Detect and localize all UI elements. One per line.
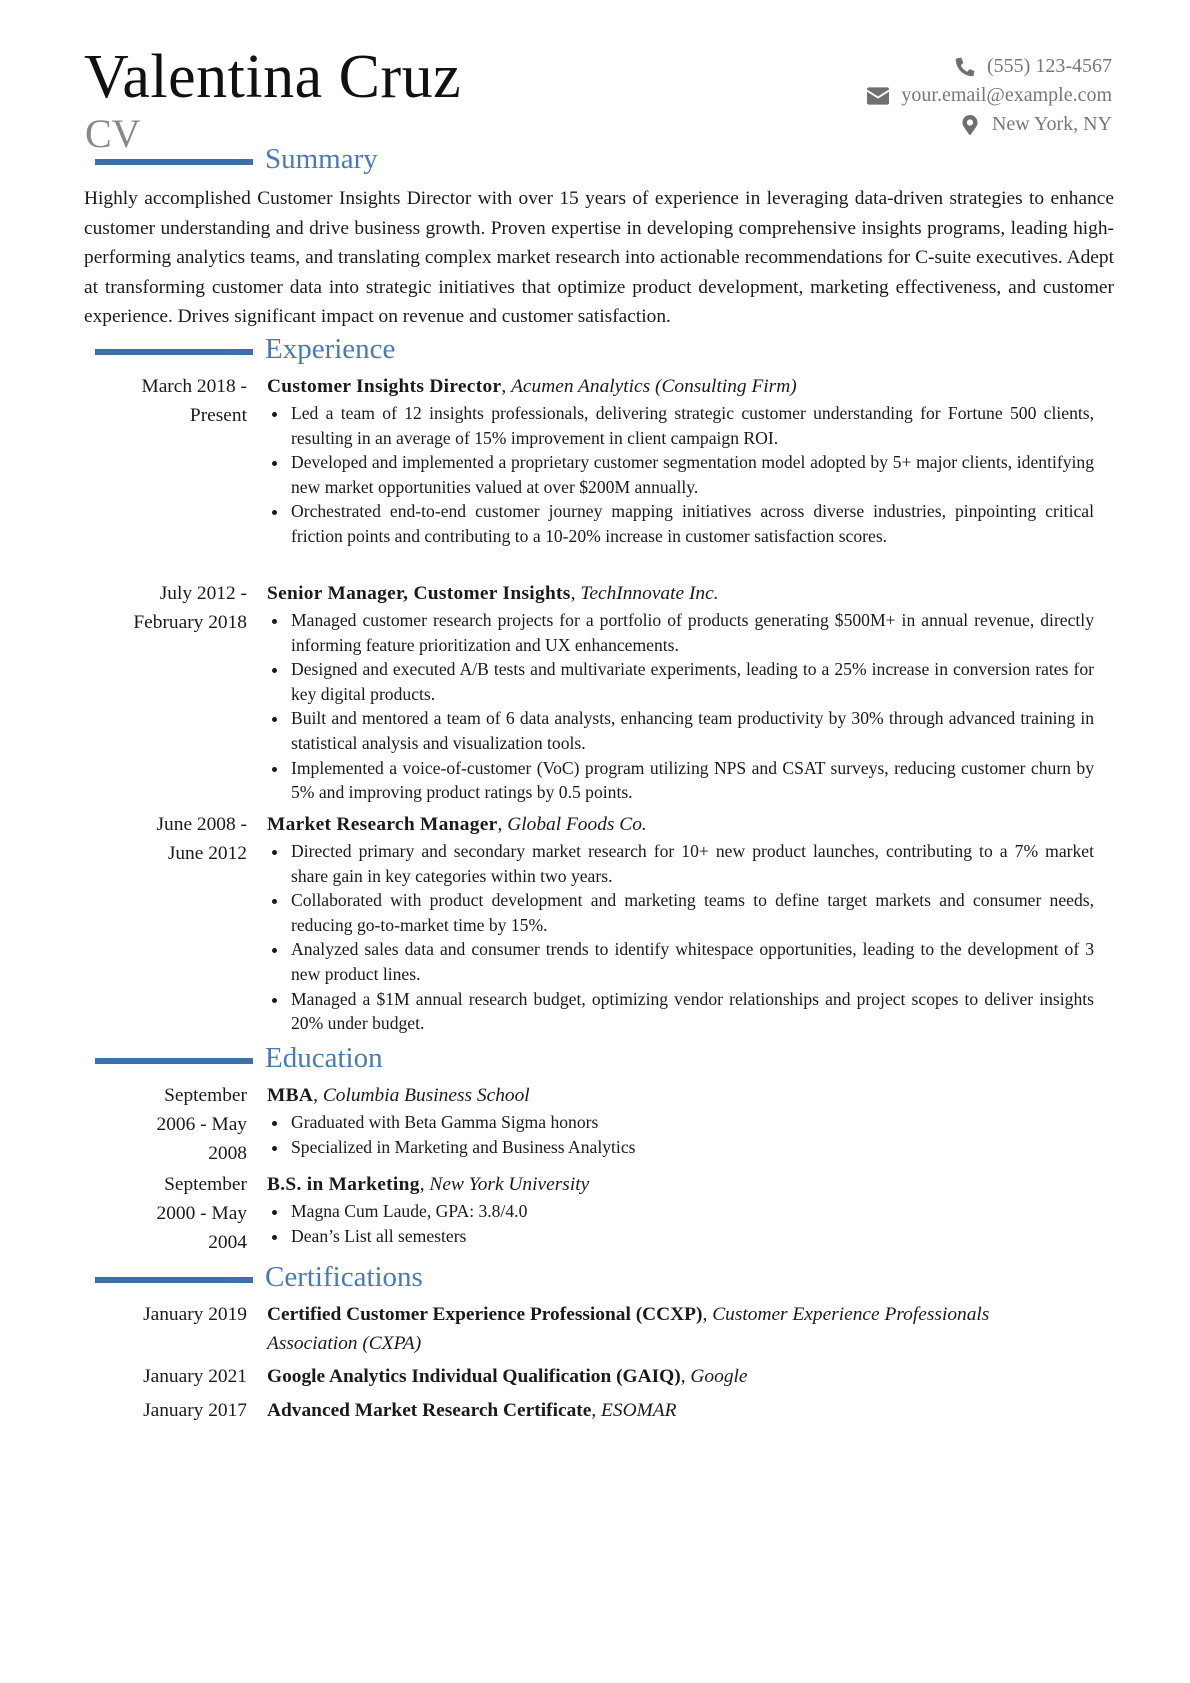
phone-icon [955,57,975,77]
summary-text: Highly accomplished Customer Insights Director with over 15 years of experience in leveraging data-driven strategies to enhance customer understanding and drive business growth. Proven expertise in developing comprehensive insights programs, leading high-performing analytics teams, and translating complex market research into actionable recommendations for C-suite executives. Adept at transforming customer data into strategic initiatives that optimize product development, marketing effectiveness, and customer experience. Drives significant impact on revenue and customer satisfaction. [84,188,1114,327]
section-accent-bar [95,1277,253,1283]
entry-date [84,1081,267,1168]
bullet-item: Specialized in Marketing and Business Analytics [267,1135,1114,1160]
bullet-item: Orchestrated end-to-end customer journey mapping initiatives across diverse industries, pinpointing critical friction points and contributing to a 10-20% increase in customer satisfaction scores. [267,499,1114,548]
cert-issuer: Customer Experience Professionals Association (CXPA) [267,1304,990,1354]
job-role: Senior Manager, Customer Insights [267,583,571,604]
entry-date: January 2019 [143,1304,247,1325]
date-line: 2004 [208,1232,247,1253]
job-role: Customer Insights Director [267,376,502,397]
candidate-name: Valentina Cruz [84,43,462,111]
section-title-education: Education [265,1042,383,1074]
date-line: 2006 - May [156,1114,247,1135]
bullet-item: Implemented a voice-of-customer (VoC) program utilizing NPS and CSAT surveys, reducing customer churn by 5% and improving product ratings by 0.5 points. [267,756,1114,805]
cert-name: Certified Customer Experience Professional (CCXP) [267,1304,703,1325]
job-org: TechInnovate Inc. [580,583,719,604]
summary-section-header [95,142,378,176]
section-title-summary: Summary [265,143,378,175]
date-line: 2000 - May [156,1203,247,1224]
cert-issuer: Google [690,1366,748,1387]
experience-entry [84,810,1114,1036]
entry-body [267,579,1114,805]
bullet-item: Built and mentored a team of 6 data analysts, enhancing team productivity by 30% through advanced training in statistical analysis and visualization tools. [267,706,1114,755]
entry-title: Customer Insights Director, Acumen Analytics (Consulting Firm) [267,376,797,397]
date-end: June 2012 [167,843,247,864]
bullet-list [267,401,1114,549]
entry-title: B.S. in Marketing, New York University [267,1174,590,1195]
entry-date [84,810,267,1036]
entry-date [84,579,267,805]
entry-title: Market Research Manager, Global Foods Co. [267,814,647,835]
bullet-item: Developed and implemented a proprietary customer segmentation model adopted by 5+ major clients, identifying new market opportunities valued at over $200M annually. [267,450,1114,499]
section-accent-bar [95,1058,253,1064]
bullet-list [267,1110,1114,1159]
contact-phone [867,52,1112,81]
bullet-list [267,608,1114,805]
contact-info [867,52,1112,139]
bullet-list [267,839,1114,1036]
cert-name: Google Analytics Individual Qualification (GAIQ) [267,1366,681,1387]
entry-body: Certified Customer Experience Professional (CCXP), Customer Experience Professionals Association (CXPA) [267,1304,990,1354]
date-end: February 2018 [133,612,247,633]
date-start: July 2012 - [159,583,247,604]
experience-entry [84,579,1114,805]
bullet-item: Dean’s List all semesters [267,1224,1114,1249]
education-entry [84,1170,1114,1257]
cert-issuer: ESOMAR [601,1400,677,1421]
certification-entry [84,1300,1114,1358]
entry-body [267,1170,1114,1257]
entry-title: Senior Manager, Customer Insights, TechInnovate Inc. [267,583,719,604]
bullet-item: Magna Cum Laude, GPA: 3.8/4.0 [267,1199,1114,1224]
entry-date [84,372,267,549]
bullet-item: Directed primary and secondary market research for 10+ new product launches, contributing to a 7% market share gain in key categories within two years. [267,839,1114,888]
date-start: March 2018 - [141,376,247,397]
experience-entry [84,372,1114,549]
section-title-experience: Experience [265,333,396,365]
school: Columbia Business School [322,1085,530,1106]
entry-body [267,810,1114,1036]
entry-body [267,372,1114,549]
entry-title: MBA, Columbia Business School [267,1085,530,1106]
section-accent-bar [95,159,253,165]
education-entry [84,1081,1114,1168]
phone-text[interactable]: (555) 123-4567 [987,55,1112,77]
document-subtitle: CV [85,111,141,156]
certification-entry [84,1362,1114,1391]
bullet-item: Designed and executed A/B tests and multivariate experiments, leading to a 25% increase in conversion rates for key digital products. [267,657,1114,706]
entry-date: January 2017 [143,1400,247,1421]
location-text: New York, NY [991,113,1112,135]
contact-location [867,110,1112,139]
date-line: 2008 [208,1143,247,1164]
certifications-section-header [95,1260,423,1294]
bullet-list [267,1199,1114,1248]
entry-date: January 2021 [143,1366,247,1387]
bullet-item: Managed a $1M annual research budget, optimizing vendor relationships and project scopes to deliver insights 20% under budget. [267,987,1114,1036]
education-section-header [95,1041,383,1075]
bullet-item: Graduated with Beta Gamma Sigma honors [267,1110,1114,1135]
date-line: September [164,1174,247,1195]
contact-email [867,81,1112,110]
job-org: Acumen Analytics (Consulting Firm) [511,376,797,397]
degree: B.S. in Marketing [267,1174,420,1195]
email-link[interactable]: your.email@example.com [901,84,1112,106]
degree: MBA [267,1085,314,1106]
date-start: June 2008 - [156,814,247,835]
section-title-certifications: Certifications [265,1261,423,1293]
school: New York University [429,1174,590,1195]
cert-name: Advanced Market Research Certificate [267,1400,592,1421]
certification-entry [84,1396,1114,1425]
date-end: Present [189,405,247,426]
map-marker-icon [960,115,980,135]
experience-section-header [95,332,395,366]
entry-body: Advanced Market Research Certificate, ESOMAR [267,1400,677,1421]
bullet-item: Collaborated with product development and marketing teams to define target markets and consumer needs, reducing go-to-market time by 15%. [267,888,1114,937]
section-accent-bar [95,349,253,355]
job-org: Global Foods Co. [507,814,647,835]
date-line: September [164,1085,247,1106]
entry-date [84,1170,267,1257]
entry-body [267,1081,1114,1168]
envelope-icon [867,87,889,105]
bullet-item: Led a team of 12 insights professionals, delivering strategic customer understanding for Fortune 500 clients, resulting in an average of 15% improvement in client campaign ROI. [267,401,1114,450]
bullet-item: Managed customer research projects for a portfolio of products generating $500M+ in annual revenue, directly informing feature prioritization and UX enhancements. [267,608,1114,657]
entry-body: Google Analytics Individual Qualification (GAIQ), Google [267,1366,748,1387]
job-role: Market Research Manager [267,814,498,835]
bullet-item: Analyzed sales data and consumer trends to identify whitespace opportunities, leading to the development of 3 new product lines. [267,937,1114,986]
